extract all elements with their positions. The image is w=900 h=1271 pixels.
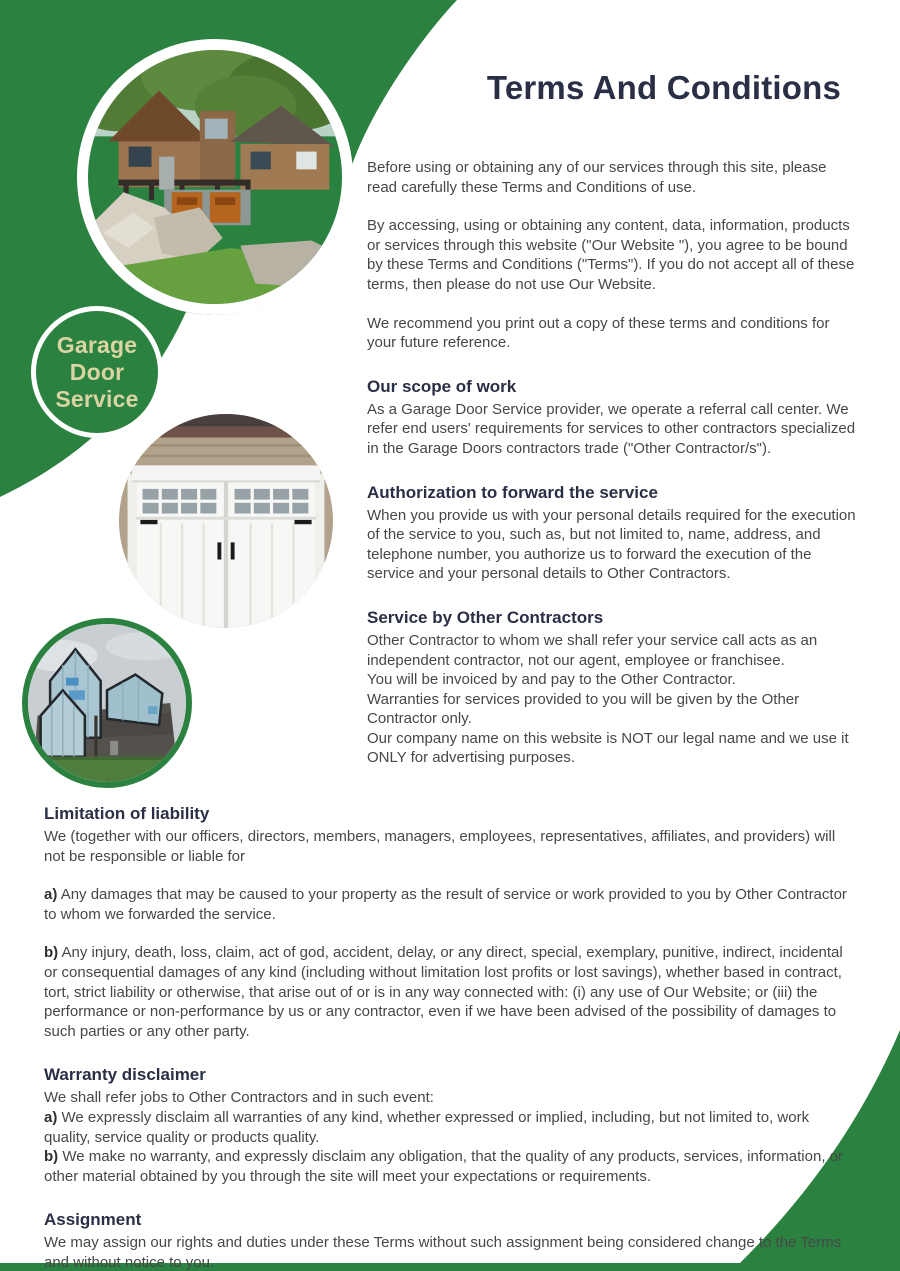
garage-door-service-badge <box>31 306 163 438</box>
item-a-label: a) <box>44 886 58 904</box>
other-contractors-heading: Service by Other Contractors <box>367 607 604 627</box>
garage-door-illustration <box>119 414 333 628</box>
page-title: Terms And Conditions <box>486 69 842 107</box>
intro-column <box>367 158 859 787</box>
other-contractors-line-3: Warranties for services provided to you will be given by the Other Contractor only. <box>367 690 800 728</box>
other-contractors-line-2: You will be invoiced by and pay to the Other Contractor. <box>367 671 736 689</box>
scope-heading: Our scope of work <box>367 376 517 396</box>
badge-line-3: Service <box>55 385 139 412</box>
scope-paragraph: As a Garage Door Service provider, we operate a referral call center. We refer end users' requirements for services to other contractors specialized in the Garage Doors contractors trade ("Other Contractor/s"). <box>367 400 856 457</box>
warranty-b-label: b) <box>44 1148 59 1166</box>
badge-line-1: Garage <box>56 331 138 358</box>
assignment-paragraph: We may assign our rights and duties under these Terms without such assignment being considered change to the Terms and without notice to you. <box>44 1234 842 1271</box>
warranty-b-text: We make no warranty, and expressly disclaim any obligation, that the quality of any products, services, information, or other material obtained by you through the site will meet your expectations or requirements. <box>44 1148 843 1185</box>
warranty-item-a <box>44 1108 858 1147</box>
authorization-heading: Authorization to forward the service <box>367 482 658 502</box>
assignment-heading: Assignment <box>44 1210 142 1230</box>
other-contractors-line-1: Other Contractor to whom we shall refer your service call acts as an independent contractor, not our agent, employee or franchisee. <box>367 631 818 669</box>
liability-item-a <box>44 885 858 924</box>
liability-item-b <box>44 943 858 1041</box>
garage-door-photo <box>119 414 333 628</box>
legal-column <box>44 799 858 1271</box>
badge-line-2: Door <box>69 358 125 385</box>
warranty-a-text: We expressly disclaim all warranties of any kind, whether expressed or implied, including, but not limited to, work quality, service quality or products quality. <box>44 1108 810 1146</box>
liability-intro: We (together with our officers, directors, members, managers, employees, representatives, affiliates, and providers) will not be responsible or liable for <box>44 828 836 865</box>
item-a-text: Any damages that may be caused to your property as the result of service or work provided to you by Other Contractor to whom we forwarded the service. <box>44 886 847 923</box>
liability-heading: Limitation of liability <box>44 804 210 823</box>
house-photo-illustration <box>88 50 342 304</box>
company-name-paragraph: Our company name on this website is NOT our legal name and we use it ONLY for advertising purposes. <box>367 729 849 767</box>
warranty-heading: Warranty disclaimer <box>44 1065 206 1085</box>
intro-paragraph-1: Before using or obtaining any of our services through this site, please read carefully these Terms and Conditions of use. <box>367 159 827 196</box>
modern-building-illustration <box>28 624 186 782</box>
item-b-text: Any injury, death, loss, claim, act of god, accident, delay, or any direct, special, exemplary, punitive, indirect, incidental or consequential damages of any kind (including without limitation lost profits or lost savings), whether based in contract, tort, strict liability or otherwise, that arise out of or is in any way connected with: (i) any use of Our Website; or (iii) the performance or non-performance by us or any contractor, even if we have been advised of the possibility of damages to such parties or any other party. <box>44 944 843 1040</box>
warranty-intro: We shall refer jobs to Other Contractors and in such event: <box>44 1089 434 1107</box>
item-b-label: b) <box>44 944 59 962</box>
intro-paragraph-2: By accessing, using or obtaining any content, data, information, products or services through this website ("Our Website "), you agree to be bound by these Terms and Conditions ("Terms"). If you do not accept all of these terms, then please do not use Our Website. <box>367 217 855 293</box>
intro-paragraph-3: We recommend you print out a copy of these terms and conditions for your future reference. <box>367 314 830 352</box>
house-photo <box>77 39 353 315</box>
authorization-paragraph: When you provide us with your personal details required for the execution of the service to you, such as, but not limited to, name, address, and telephone number, you authorize us to forward the execution of the service and your personal details to Other Contractors. <box>367 506 856 583</box>
modern-building-photo <box>22 618 192 788</box>
warranty-a-label: a) <box>44 1108 58 1126</box>
warranty-item-b <box>44 1147 858 1186</box>
